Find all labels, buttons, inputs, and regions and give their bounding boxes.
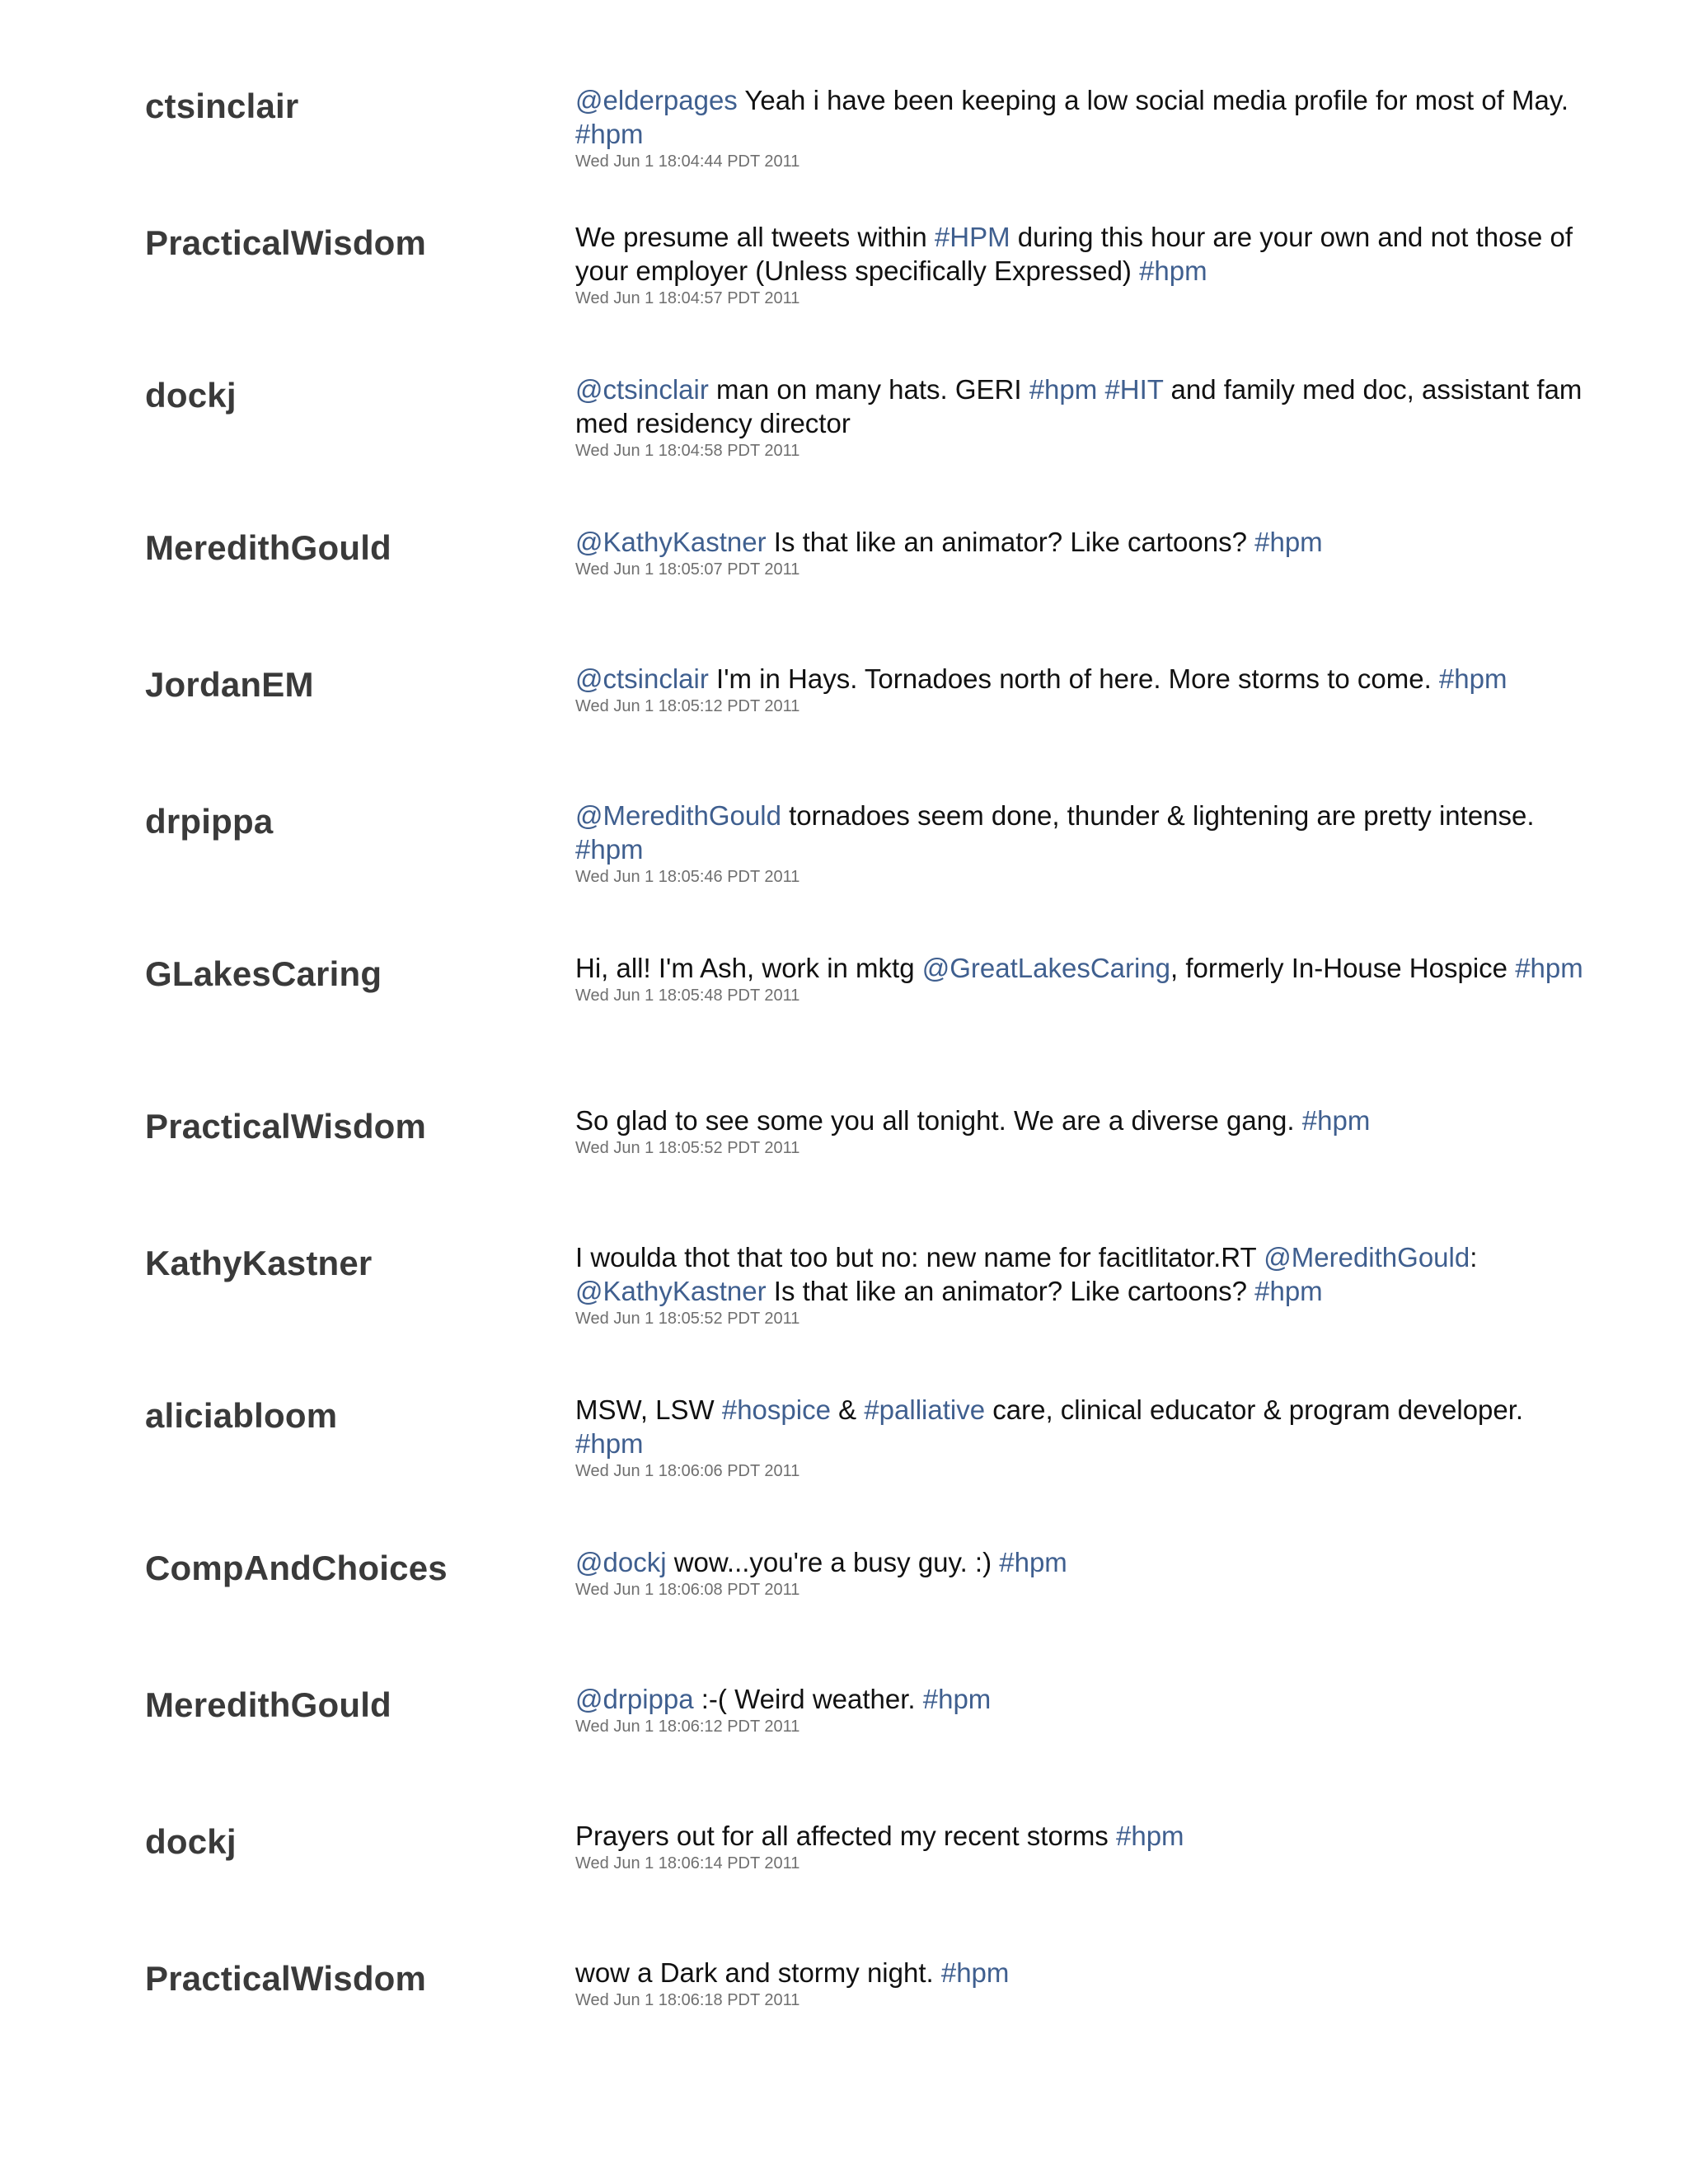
tweet-text — [575, 1819, 1589, 1853]
tweet-body — [575, 1104, 1589, 1158]
tweet-text-segment: Prayers out for all affected my recent storms — [575, 1821, 1116, 1851]
username[interactable]: KathyKastner — [145, 1244, 373, 1282]
username[interactable]: drpippa — [145, 802, 274, 841]
tweet-text-segment: Yeah i have been keeping a low social media profile for most of May. — [737, 85, 1569, 115]
username[interactable]: dockj — [145, 376, 237, 415]
username[interactable]: MeredithGould — [145, 528, 392, 567]
tweet-text-segment: So glad to see some you all tonight. We are a diverse gang. — [575, 1105, 1302, 1136]
tweet-row — [0, 662, 1688, 794]
tweet-text — [575, 1956, 1589, 1990]
tweet-text-segment: & — [830, 1394, 865, 1425]
tweet-text-segment: during this hour are your own and not those of your employer (Unless specifically Expressed) — [575, 222, 1573, 286]
tweet-text-segment: and family med doc, assistant fam med residency director — [575, 374, 1582, 438]
tweet-body — [575, 1393, 1589, 1481]
tweet-row — [0, 525, 1688, 657]
mention-link[interactable]: @elderpages — [575, 85, 738, 115]
username[interactable]: CompAndChoices — [145, 1549, 448, 1587]
hashtag-link[interactable]: #hpm — [1139, 255, 1207, 286]
tweet-text — [575, 83, 1589, 151]
tweet-text-segment: care, clinical educator & program developer. — [985, 1394, 1524, 1425]
timestamp: Wed Jun 1 18:05:48 PDT 2011 — [575, 987, 800, 1005]
tweet-body — [575, 525, 1589, 579]
tweet-text — [575, 799, 1589, 866]
tweet-text — [575, 525, 1589, 559]
tweet-body — [575, 220, 1589, 308]
tweet-body — [575, 1819, 1589, 1873]
tweet-text — [575, 1393, 1589, 1460]
hashtag-link[interactable]: #hpm — [999, 1547, 1067, 1577]
timestamp: Wed Jun 1 18:06:12 PDT 2011 — [575, 1718, 800, 1736]
mention-link[interactable]: @MeredithGould — [1264, 1242, 1470, 1272]
tweet-row — [0, 1104, 1688, 1235]
timestamp: Wed Jun 1 18:05:52 PDT 2011 — [575, 1310, 800, 1328]
hashtag-link[interactable]: #hpm — [575, 119, 644, 149]
tweet-body — [575, 373, 1589, 461]
tweet-text-segment: Hi, all! I'm Ash, work in mktg — [575, 953, 922, 983]
tweet-row — [0, 83, 1688, 215]
tweet-text-segment: Is that like an animator? Like cartoons? — [766, 527, 1255, 557]
tweet-text — [575, 1682, 1589, 1716]
tweet-body — [575, 1682, 1589, 1736]
tweet-text — [575, 1104, 1589, 1137]
hashtag-link[interactable]: #hpm — [1438, 663, 1507, 694]
username[interactable]: PracticalWisdom — [145, 1959, 427, 1998]
hashtag-link[interactable]: #hpm — [1254, 1276, 1323, 1306]
hashtag-link[interactable]: #palliative — [864, 1394, 986, 1425]
username[interactable]: MeredithGould — [145, 1685, 392, 1724]
timestamp: Wed Jun 1 18:05:07 PDT 2011 — [575, 560, 800, 579]
tweet-row — [0, 220, 1688, 352]
hashtag-link[interactable]: #hpm — [1254, 527, 1323, 557]
tweet-text — [575, 1545, 1589, 1579]
timestamp: Wed Jun 1 18:06:14 PDT 2011 — [575, 1854, 800, 1872]
hashtag-link[interactable]: #hpm — [1115, 1821, 1184, 1851]
tweet-body — [575, 799, 1589, 887]
tweet-body — [575, 1956, 1589, 2010]
tweet-body — [575, 1545, 1589, 1600]
timestamp: Wed Jun 1 18:05:46 PDT 2011 — [575, 868, 800, 886]
username[interactable]: ctsinclair — [145, 87, 299, 125]
timestamp: Wed Jun 1 18:06:08 PDT 2011 — [575, 1581, 800, 1599]
timestamp: Wed Jun 1 18:04:44 PDT 2011 — [575, 152, 800, 171]
hashtag-link[interactable]: #hpm — [922, 1684, 992, 1714]
tweet-row — [0, 373, 1688, 504]
tweet-row — [0, 799, 1688, 930]
tweet-row — [0, 1240, 1688, 1372]
mention-link[interactable]: @dockj — [575, 1547, 667, 1577]
tweet-text-segment: , formerly In-House Hospice — [1170, 953, 1516, 983]
tweet-body — [575, 1240, 1589, 1329]
username[interactable]: aliciabloom — [145, 1396, 338, 1435]
tweet-text-segment: man on many hats. GERI — [708, 374, 1029, 405]
timestamp: Wed Jun 1 18:06:06 PDT 2011 — [575, 1462, 800, 1480]
tweet-row — [0, 1956, 1688, 2088]
tweet-text-segment: :-( Weird weather. — [693, 1684, 923, 1714]
hashtag-link[interactable]: #hpm — [1515, 953, 1583, 983]
username[interactable]: dockj — [145, 1822, 237, 1861]
tweet-row — [0, 1682, 1688, 1814]
tweet-text-segment: I woulda thot that too but no: new name for facitlitator.RT — [575, 1242, 1264, 1272]
hashtag-link[interactable]: #hpm — [1029, 374, 1098, 405]
mention-link[interactable]: @drpippa — [575, 1684, 694, 1714]
tweet-text-segment: Is that like an animator? Like cartoons? — [766, 1276, 1255, 1306]
tweet-row — [0, 951, 1688, 1083]
tweet-text-segment: tornadoes seem done, thunder & lightening are pretty intense. — [781, 800, 1535, 831]
timestamp: Wed Jun 1 18:06:18 PDT 2011 — [575, 1991, 800, 2009]
hashtag-link[interactable]: #hospice — [721, 1394, 831, 1425]
hashtag-link[interactable]: #hpm — [575, 834, 644, 865]
hashtag-link[interactable]: #hpm — [940, 1957, 1010, 1988]
mention-link[interactable]: @MeredithGould — [575, 800, 781, 831]
tweet-text-segment: wow a Dark and stormy night. — [575, 1957, 941, 1988]
username[interactable]: PracticalWisdom — [145, 223, 427, 262]
tweet-text — [575, 1240, 1589, 1308]
tweet-row — [0, 1819, 1688, 1951]
mention-link[interactable]: @ctsinclair — [575, 663, 709, 694]
hashtag-link[interactable]: #hpm — [1301, 1105, 1371, 1136]
username[interactable]: JordanEM — [145, 665, 314, 704]
tweet-row — [0, 1393, 1688, 1525]
timestamp: Wed Jun 1 18:04:57 PDT 2011 — [575, 289, 800, 307]
tweet-body — [575, 83, 1589, 171]
tweet-text-segment: MSW, LSW — [575, 1394, 722, 1425]
tweet-text — [575, 220, 1589, 288]
hashtag-link[interactable]: #HIT — [1104, 374, 1164, 405]
mention-link[interactable]: @GreatLakesCaring — [921, 953, 1171, 983]
tweet-text-segment: I'm in Hays. Tornadoes north of here. More storms to come. — [708, 663, 1439, 694]
tweet-text — [575, 373, 1589, 440]
username[interactable]: PracticalWisdom — [145, 1107, 427, 1146]
tweet-text — [575, 662, 1589, 696]
tweet-text-segment: We presume all tweets within — [575, 222, 935, 252]
tweet-text-segment: : — [1470, 1242, 1478, 1272]
tweet-body — [575, 951, 1589, 1005]
tweet-row — [0, 1545, 1688, 1677]
hashtag-link[interactable]: #HPM — [934, 222, 1010, 252]
tweet-text — [575, 951, 1589, 985]
timestamp: Wed Jun 1 18:05:52 PDT 2011 — [575, 1139, 800, 1157]
tweet-body — [575, 662, 1589, 716]
hashtag-link[interactable]: #hpm — [575, 1428, 644, 1459]
mention-link[interactable]: @KathyKastner — [575, 1276, 767, 1306]
tweet-text-segment: wow...you're a busy guy. :) — [666, 1547, 1000, 1577]
mention-link[interactable]: @KathyKastner — [575, 527, 767, 557]
timestamp: Wed Jun 1 18:04:58 PDT 2011 — [575, 442, 800, 460]
username[interactable]: GLakesCaring — [145, 954, 382, 993]
mention-link[interactable]: @ctsinclair — [575, 374, 709, 405]
timestamp: Wed Jun 1 18:05:12 PDT 2011 — [575, 697, 800, 715]
